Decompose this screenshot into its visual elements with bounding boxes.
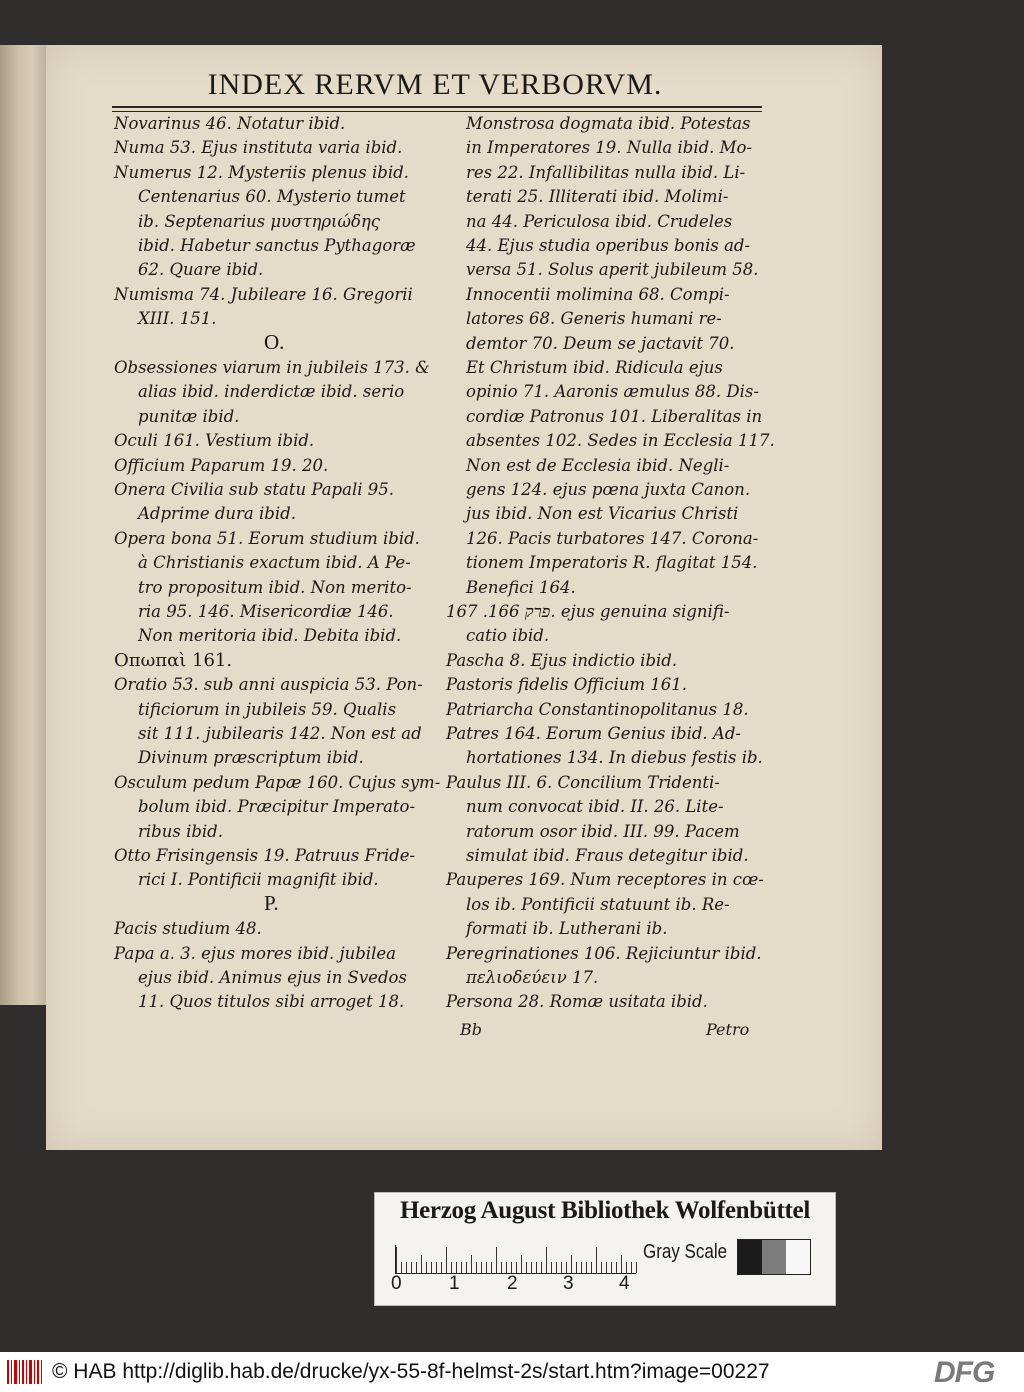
- index-entry-line: Onera Civilia sub statu Papali 95.: [114, 480, 395, 499]
- ruler-tick: [591, 1262, 592, 1273]
- ruler-tick: [616, 1262, 617, 1273]
- ruler-tick: [461, 1262, 462, 1273]
- index-entry-line: XIII. 151.: [138, 309, 217, 329]
- ruler-tick: [531, 1262, 532, 1273]
- ruler-tick: [496, 1247, 497, 1273]
- ruler-tick: [501, 1262, 502, 1273]
- index-entry-line: sit 111. jubilearis 142. Non est ad: [138, 724, 422, 743]
- index-entry-line: bolum ibid. Præcipitur Imperato-: [138, 797, 416, 817]
- index-entry-line: Et Christum ibid. Ridicula ejus: [466, 358, 723, 377]
- ruler-tick: [636, 1262, 637, 1273]
- index-entry-line: 44. Ejus studia operibus bonis ad-: [466, 236, 751, 255]
- index-entry-line: Divinum præscriptum ibid.: [138, 748, 364, 768]
- index-entry-line: Pacis studium 48.: [114, 919, 262, 939]
- index-entry-line: tro propositum ibid. Non merito-: [138, 577, 412, 597]
- index-entry-line: Numa 53. Ejus instituta varia ibid.: [114, 138, 403, 158]
- ruler-number: 4: [619, 1273, 630, 1294]
- ruler-tick: [446, 1247, 447, 1273]
- ruler-number: 2: [507, 1273, 518, 1294]
- index-entry-line: punitæ ibid.: [138, 406, 240, 426]
- section-letter: P.: [264, 890, 279, 915]
- ruler-tick: [481, 1262, 482, 1273]
- ruler-tick: [541, 1262, 542, 1273]
- index-entry-line: Pascha 8. Ejus indictio ibid.: [446, 650, 678, 670]
- ruler-tick: [401, 1262, 402, 1273]
- ruler-tick: [491, 1262, 492, 1273]
- ruler-tick: [631, 1262, 632, 1273]
- ruler-tick: [601, 1262, 602, 1273]
- index-entry-line: in Imperatores 19. Nulla ibid. Mo-: [466, 138, 753, 158]
- index-entry-line: ejus ibid. Animus ejus in Svedos: [138, 968, 407, 987]
- ruler-tick: [621, 1255, 622, 1273]
- index-entry-line: alias ibid. inderdictæ ibid. serio: [138, 382, 405, 402]
- ruler-tick: [546, 1247, 547, 1273]
- index-entry-line: simulat ibid. Fraus detegitur ibid.: [466, 846, 749, 865]
- index-entry-line: Otto Frisingensis 19. Patruus Fride-: [114, 846, 416, 865]
- ruler-tick: [471, 1255, 472, 1273]
- index-entry-line: res 22. Infallibilitas nulla ibid. Li-: [466, 162, 746, 182]
- index-entry-line: Innocentii molimina 68. Compi-: [466, 284, 730, 304]
- index-entry-line: Patres 164. Eorum Genius ibid. Ad-: [446, 724, 741, 743]
- ruler-tick: [611, 1262, 612, 1273]
- ruler-tick: [556, 1262, 557, 1273]
- index-entry-line: Oculi 161. Vestium ibid.: [114, 431, 315, 451]
- index-entry-line: cordiæ Patronus 101. Liberalitas in: [466, 406, 763, 426]
- ruler-tick: [586, 1262, 587, 1273]
- ruler-tick: [411, 1262, 412, 1273]
- ruler-tick: [576, 1262, 577, 1273]
- signature-mark: Bb: [460, 1020, 482, 1039]
- index-entry-line: Non meritoria ibid. Debita ibid.: [138, 626, 402, 646]
- ruler-tick: [421, 1255, 422, 1273]
- index-entry-line: Papa a. 3. ejus mores ibid. jubilea: [114, 943, 396, 963]
- ruler-tick: [566, 1262, 567, 1273]
- index-entry-line: los ib. Pontificii statuunt ib. Re-: [466, 894, 730, 914]
- index-entry-line: Pastoris fidelis Officium 161.: [446, 675, 687, 695]
- ruler-tick: [626, 1262, 627, 1273]
- index-entry-line: na 44. Periculosa ibid. Crudeles: [466, 211, 733, 231]
- index-entry-line: hortationes 134. In diebus festis ib.: [466, 748, 763, 768]
- index-entry-line: tificiorum in jubileis 59. Qualis: [138, 699, 397, 719]
- ruler-tick: [551, 1262, 552, 1273]
- index-entry-line: 126. Pacis turbatores 147. Corona-: [466, 528, 759, 548]
- ruler-tick: [506, 1262, 507, 1273]
- index-entry-line: rici I. Pontificii magnifit ibid.: [138, 870, 379, 890]
- index-entry-line: Numerus 12. Mysteriis plenus ibid.: [114, 162, 409, 182]
- index-entry-line: ratorum osor ibid. III. 99. Pacem: [466, 821, 740, 841]
- index-entry-line: Benefici 164.: [466, 577, 576, 597]
- ruler-tick: [561, 1262, 562, 1273]
- ruler-tick: [526, 1262, 527, 1273]
- index-entry-line: Patriarcha Constantinopolitanus 18.: [446, 699, 749, 719]
- index-entry-line: 62. Quare ibid.: [138, 260, 264, 280]
- barcode-icon: [6, 1358, 46, 1386]
- index-entry-line: ibid. Habetur sanctus Pythagoræ: [138, 236, 416, 255]
- index-entry-line: demtor 70. Deum se jactavit 70.: [466, 333, 735, 353]
- index-entry-line: jus ibid. Non est Vicarius Christi: [466, 504, 739, 524]
- catchword: Petro: [706, 1020, 750, 1039]
- index-entry-line: Adprime dura ibid.: [138, 504, 296, 524]
- index-entry-line: gens 124. ejus pœna juxta Canon.: [466, 480, 751, 499]
- index-entry-line: latores 68. Generis humani re-: [466, 309, 722, 329]
- index-entry-line: ria 95. 146. Misericordiæ 146.: [138, 602, 394, 621]
- ruler-tick: [571, 1255, 572, 1273]
- index-entry-line: 11. Quos titulos sibi arroget 18.: [138, 992, 405, 1012]
- footer-bar: [0, 1352, 1024, 1392]
- index-entry-line: versa 51. Solus aperit jubileum 58.: [466, 260, 759, 280]
- ruler-tick: [441, 1262, 442, 1273]
- facing-page-edge: [0, 45, 46, 1005]
- ruler-tick: [606, 1262, 607, 1273]
- section-letter: O.: [264, 329, 285, 354]
- ruler-tick: [486, 1262, 487, 1273]
- ruler-number: 0: [391, 1273, 402, 1294]
- ruler-tick: [511, 1262, 512, 1273]
- index-entry-line: ribus ibid.: [138, 821, 223, 841]
- gray-scale-swatches: [737, 1239, 811, 1275]
- ruler-tick: [431, 1262, 432, 1273]
- page-header-title: INDEX RERVM ET VERBORVM.: [207, 68, 663, 101]
- ruler-number: 3: [563, 1273, 574, 1294]
- index-entry-line: ib. Septenarius μυστηριώδης: [138, 211, 381, 231]
- centimeter-ruler: [395, 1245, 636, 1274]
- index-entry-line: Non est de Ecclesia ibid. Negli-: [466, 455, 730, 475]
- index-entry-line: Obsessiones viarum in jubileis 173. &: [114, 358, 430, 377]
- ruler-tick: [536, 1262, 537, 1273]
- ruler-tick: [581, 1262, 582, 1273]
- index-entry-line: Peregrinationes 106. Rejiciuntur ibid.: [446, 943, 762, 963]
- ruler-tick: [476, 1262, 477, 1273]
- index-entry-line: Numisma 74. Jubileare 16. Gregorii: [114, 284, 413, 304]
- ruler-tick: [516, 1262, 517, 1273]
- index-entry-line: Pauperes 169. Num receptores in cœ-: [446, 870, 764, 890]
- index-entry-line: à Christianis exactum ibid. A Pe-: [138, 553, 411, 573]
- ruler-tick: [406, 1262, 407, 1273]
- ruler-tick: [426, 1262, 427, 1273]
- color-scale-card: [374, 1192, 836, 1306]
- index-entry-line: tionem Imperatoris R. flagitat 154.: [466, 553, 758, 573]
- ruler-tick: [451, 1262, 452, 1273]
- ruler-tick: [396, 1247, 397, 1273]
- index-entry-line: Novarinus 46. Notatur ibid.: [114, 114, 346, 133]
- index-entry-line: absentes 102. Sedes in Ecclesia 117.: [466, 431, 775, 451]
- index-entry-line: Paulus III. 6. Concilium Tridenti-: [446, 772, 720, 792]
- index-entry-line: formati ib. Lutherani ib.: [466, 919, 668, 939]
- index-entry-line: catio ibid.: [466, 626, 550, 646]
- index-entry-line: Oratio 53. sub anni auspicia 53. Pon-: [114, 675, 423, 695]
- ruler-number: 1: [449, 1273, 460, 1294]
- index-entry-line: Officium Paparum 19. 20.: [114, 455, 329, 475]
- index-entry-line: Persona 28. Romæ usitata ibid.: [446, 992, 708, 1012]
- index-entry-line: num convocat ibid. II. 26. Lite-: [466, 797, 724, 817]
- index-entry-line: Οπωπαὶ 161.: [114, 649, 233, 671]
- ruler-tick: [456, 1262, 457, 1273]
- ruler-tick: [416, 1262, 417, 1273]
- index-entry-line: Osculum pedum Papæ 160. Cujus sym-: [114, 772, 441, 792]
- gray-scale-label: Gray Scale: [643, 1241, 728, 1263]
- library-name: Herzog August Bibliothek Wolfenbüttel: [399, 1197, 810, 1224]
- index-entry-line: Opera bona 51. Eorum studium ibid.: [114, 528, 420, 548]
- index-entry-line: Monstrosa dogmata ibid. Potestas: [466, 114, 751, 133]
- ruler-tick: [596, 1247, 597, 1273]
- dfg-logo: DFG: [934, 1356, 995, 1389]
- ruler-tick: [521, 1255, 522, 1273]
- index-entry-line: terati 25. Illiterati ibid. Molimi-: [466, 187, 729, 207]
- index-entry-line: opinio 71. Aaronis æmulus 88. Dis-: [466, 382, 759, 402]
- ruler-tick: [466, 1262, 467, 1273]
- index-entry-line: Centenarius 60. Mysterio tumet: [138, 187, 406, 207]
- index-entry-line: פרק 166. 167. ejus genuina signifi-: [446, 602, 730, 621]
- copyright-url[interactable]: © HAB http://diglib.hab.de/drucke/yx-55-8f-helmst-2s/start.htm?image=00227: [52, 1360, 770, 1383]
- ruler-tick: [436, 1262, 437, 1273]
- index-entry-line: πελιοδεύειν 17.: [466, 968, 599, 987]
